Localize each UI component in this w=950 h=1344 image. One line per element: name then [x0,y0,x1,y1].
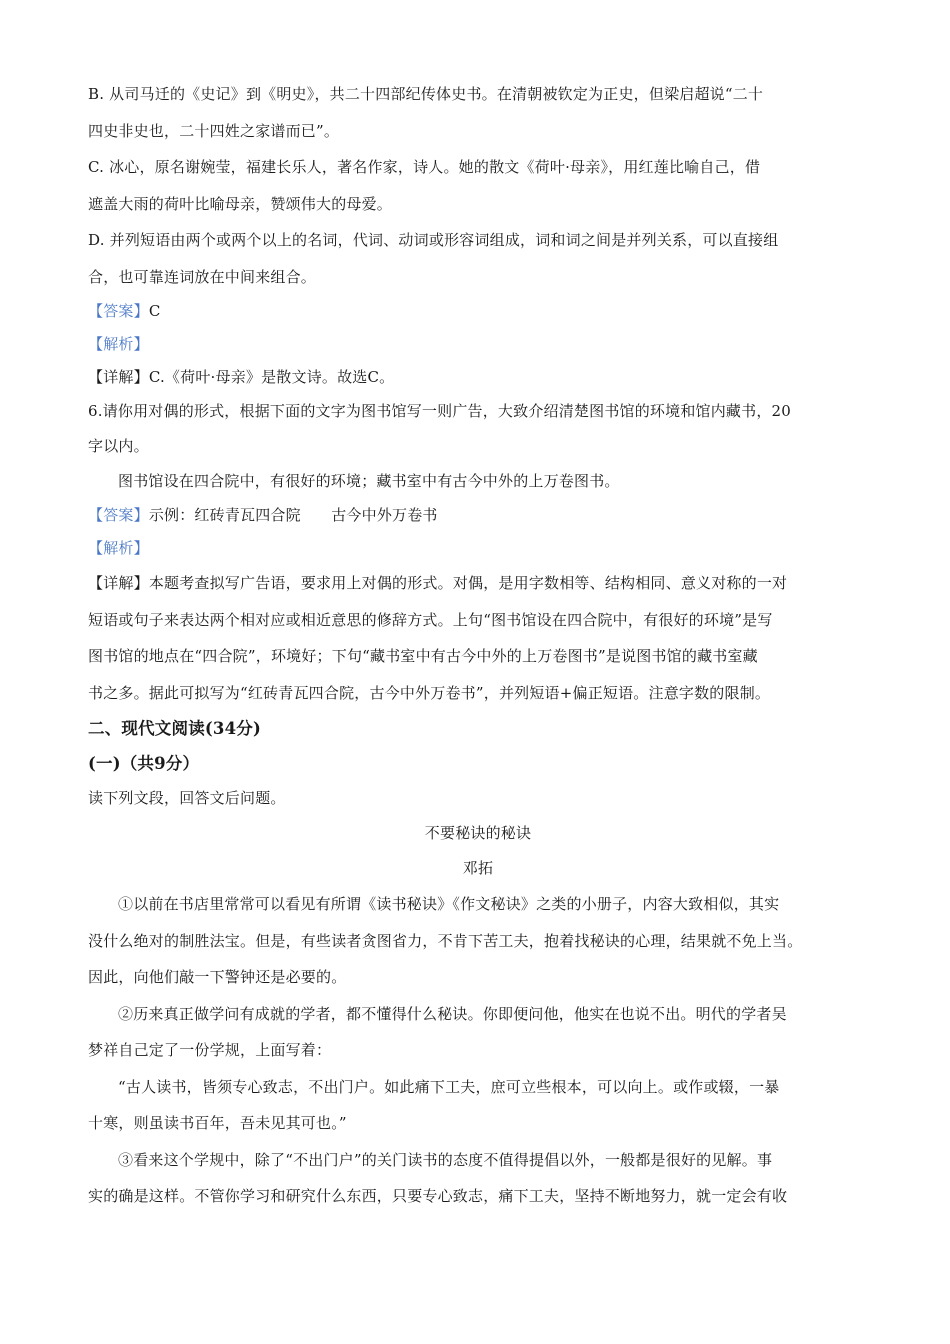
answer-tag: 【答案】 [88,506,149,524]
q5-answer-value: C [148,302,161,320]
q6-analysis [88,532,868,565]
q6-detail-line-2: 短语或句子来表达两个相对应或相近意思的修辞方式。上句“图书馆设在四合院中，有很好的环境”是写 [88,610,773,629]
q5-detail-text: C.《荷叶·母亲》是散文诗。故选C。 [148,368,395,386]
paragraph-1-line-2: 没什么绝对的制胜法宝。但是，有些读者贪图省力，不肯下苦工夫，抱着找秘诀的心理，结果就不免上当。 [88,931,803,950]
analysis-tag: 【解析】 [88,335,149,353]
detail-tag: 【详解】 [88,368,149,386]
q6-detail-line-1 [88,565,868,602]
reading-instruction: 读下列文段，回答文后问题。 [88,789,286,807]
q5-analysis [88,328,868,361]
q5-detail [88,361,868,394]
quote-line-1: “古人读书，皆须专心致志，不出门户。如此痛下工夫，庶可立些根本，可以向上。或作或辍，一暴 [118,1077,780,1096]
answer-tag: 【答案】 [88,302,149,320]
paragraph-3-line-2: 实的确是这样。不管你学习和研究什么东西，只要专心致志，痛下工夫，坚持不断地努力，就一定会有收 [88,1187,788,1205]
paragraph-2-line-1: ②历来真正做学问有成就的学者，都不懂得什么秘诀。你即便问他，他实在也说不出。明代的学者吴 [118,1004,787,1023]
option-d-line-1: D. 并列短语由两个或两个以上的名词，代词、动词或形容词组成，词和词之间是并列关系，可以直接组 [88,231,779,249]
q6-detail-line-3: 图书馆的地点在“四合院”，环境好；下句“藏书室中有古今中外的上万卷图书”是说图书馆的藏书室藏 [88,647,758,665]
q5-answer [88,295,868,328]
q6-material: 图书馆设在四合院中，有很好的环境；藏书室中有古今中外的上万卷图书。 [118,472,620,490]
q6-detail-text: 本题考查拟写广告语，要求用上对偶的形式。对偶，是用字数相等、结构相同、意义对称的一对 [148,574,788,592]
paragraph-1-line-1: ①以前在书店里常常可以看见有所谓《读书秘诀》《作文秘诀》之类的小册子，内容大致相似，其实 [118,895,780,913]
article-author: 邓拓 [462,859,494,877]
document-page [88,76,868,1215]
article-title: 不要秘诀的秘诀 [424,824,532,842]
q6-title-line-1: 6.请你用对偶的形式，根据下面的文字为图书馆写一则广告，大致介绍清楚图书馆的环境和馆内藏书，20 [88,402,792,420]
q6-detail-line-4: 书之多。据此可拟写为“红砖青瓦四合院，古今中外万卷书”，并列短语+偏正短语。注意字数的限制。 [88,683,771,702]
option-b-line-1: B. 从司马迁的《史记》到《明史》，共二十四部纪传体史书。在清朝被钦定为正史，但梁启超说“二十 [88,85,764,103]
section-heading: 二、现代文阅读(34分) [88,719,261,738]
q6-answer-value: 示例：红砖青瓦四合院 古今中外万卷书 [148,506,438,524]
option-c-line-1: C. 冰心，原名谢婉莹，福建长乐人，著名作家，诗人。她的散文《荷叶·母亲》，用红莲比喻自己，借 [88,158,761,176]
analysis-tag: 【解析】 [88,539,149,557]
paragraph-2-line-2: 梦祥自己定了一份学规，上面写着： [88,1041,332,1059]
option-b-line-2: 四史非史也，二十四姓之家谱而已”。 [88,121,340,140]
option-d-line-2: 合，也可靠连词放在中间来组合。 [88,267,317,286]
quote-line-2: 十寒，则虽读书百年，吾未见其可也。” [88,1114,347,1132]
detail-tag: 【详解】 [88,574,149,592]
option-c-line-2: 遮盖大雨的荷叶比喻母亲，赞颂伟大的母爱。 [88,194,393,213]
q6-answer [88,499,868,532]
subsection-heading: (一)（共9分） [88,754,200,773]
paragraph-1-line-3: 因此，向他们敲一下警钟还是必要的。 [88,968,347,986]
paragraph-3-line-1: ③看来这个学规中，除了“不出门户”的关门读书的态度不值得提倡以外，一般都是很好的见解。事 [118,1150,773,1169]
q6-title-line-2: 字以内。 [88,437,149,455]
